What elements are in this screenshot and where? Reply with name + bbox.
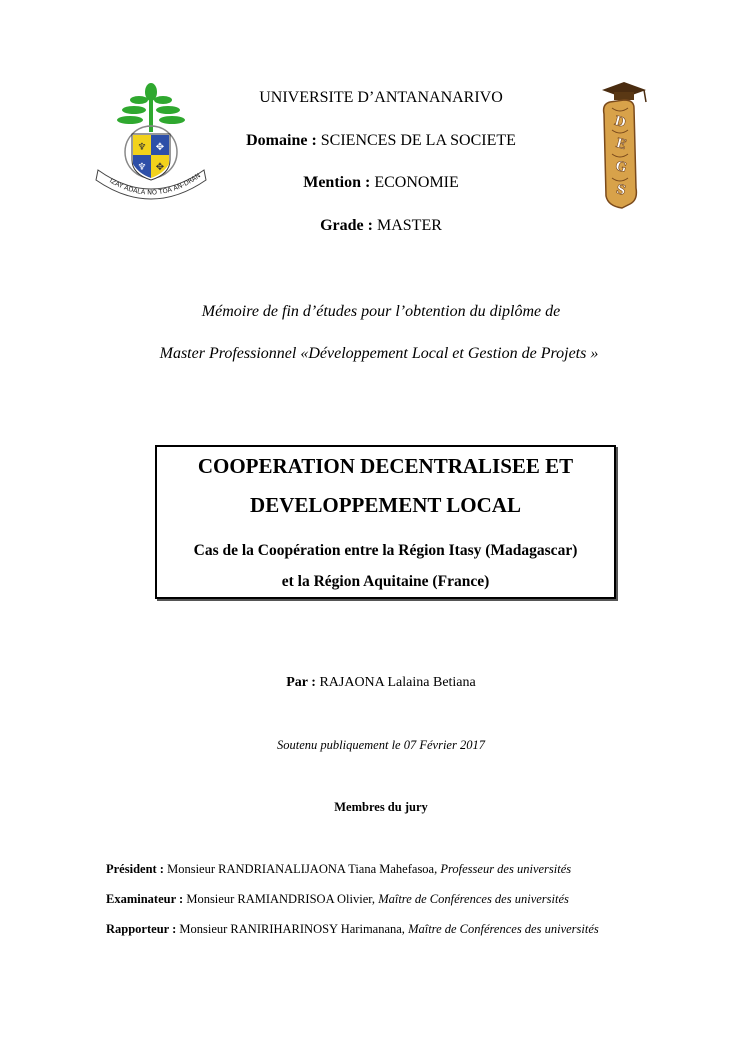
mention-value: ECONOMIE xyxy=(374,174,459,191)
title-line-1: COOPERATION DECENTRALISEE ET xyxy=(197,454,574,478)
title-box xyxy=(155,445,616,599)
jury-name: Monsieur RAMIANDRISOA Olivier, xyxy=(186,892,376,906)
domain-label: Domaine : xyxy=(246,132,317,149)
jury-role: Examinateur : xyxy=(106,892,184,906)
svg-text:D: D xyxy=(612,113,628,132)
svg-text:E: E xyxy=(614,135,628,154)
domain-line xyxy=(0,132,745,150)
thesis-line-2: Master Professionnel «Développement Local et Gestion de Projets » xyxy=(159,345,599,362)
jury-member xyxy=(106,922,599,937)
jury-name: Monsieur RANDRIANALIJAONA Tiana Mahefasoa, xyxy=(167,862,438,876)
grade-label: Grade : xyxy=(320,217,373,234)
svg-text:✥: ✥ xyxy=(155,142,165,153)
svg-text:S: S xyxy=(614,182,628,199)
svg-text:✥: ✥ xyxy=(155,162,165,173)
jury-name: Monsieur RANIRIHARINOSY Harimanana, xyxy=(179,922,405,936)
mention-label: Mention : xyxy=(303,174,371,191)
subtitle-line-1: Cas de la Coopération entre la Région Itasy (Madagascar) xyxy=(193,542,578,559)
author-line xyxy=(0,675,745,691)
defense-date: Soutenu publiquement le 07 Février 2017 xyxy=(277,738,485,752)
university-name: UNIVERSITE D’ANTANANARIVO xyxy=(259,89,503,106)
mention-line xyxy=(0,174,745,192)
grade-value: MASTER xyxy=(376,217,442,234)
jury-role: Rapporteur : xyxy=(106,922,177,936)
jury-title: Professeur des universités xyxy=(440,862,572,876)
jury-member xyxy=(106,892,569,907)
author-label: Par : xyxy=(286,675,316,690)
author-name: RAJAONA Lalaina Betiana xyxy=(319,675,476,690)
grade-line xyxy=(0,217,745,235)
svg-text:♆: ♆ xyxy=(137,142,147,153)
title-line-2: DEVELOPPEMENT LOCAL xyxy=(250,493,521,517)
thesis-line-1: Mémoire de fin d’études pour l’obtention du diplôme de xyxy=(201,303,561,320)
jury-heading: Membres du jury xyxy=(334,800,428,814)
svg-text:♆: ♆ xyxy=(137,162,147,173)
jury-title: Maître de Conférences des universités xyxy=(378,892,569,906)
subtitle-line-2: et la Région Aquitaine (France) xyxy=(281,573,490,590)
jury-member xyxy=(106,862,571,877)
svg-text:G: G xyxy=(613,158,629,177)
jury-title: Maître de Conférences des universités xyxy=(408,922,599,936)
domain-value: SCIENCES DE LA SOCIETE xyxy=(320,132,516,149)
university-motto: IZAY ADALA NO TOA AN-DRAN xyxy=(108,171,203,197)
jury-role: Président : xyxy=(106,862,164,876)
